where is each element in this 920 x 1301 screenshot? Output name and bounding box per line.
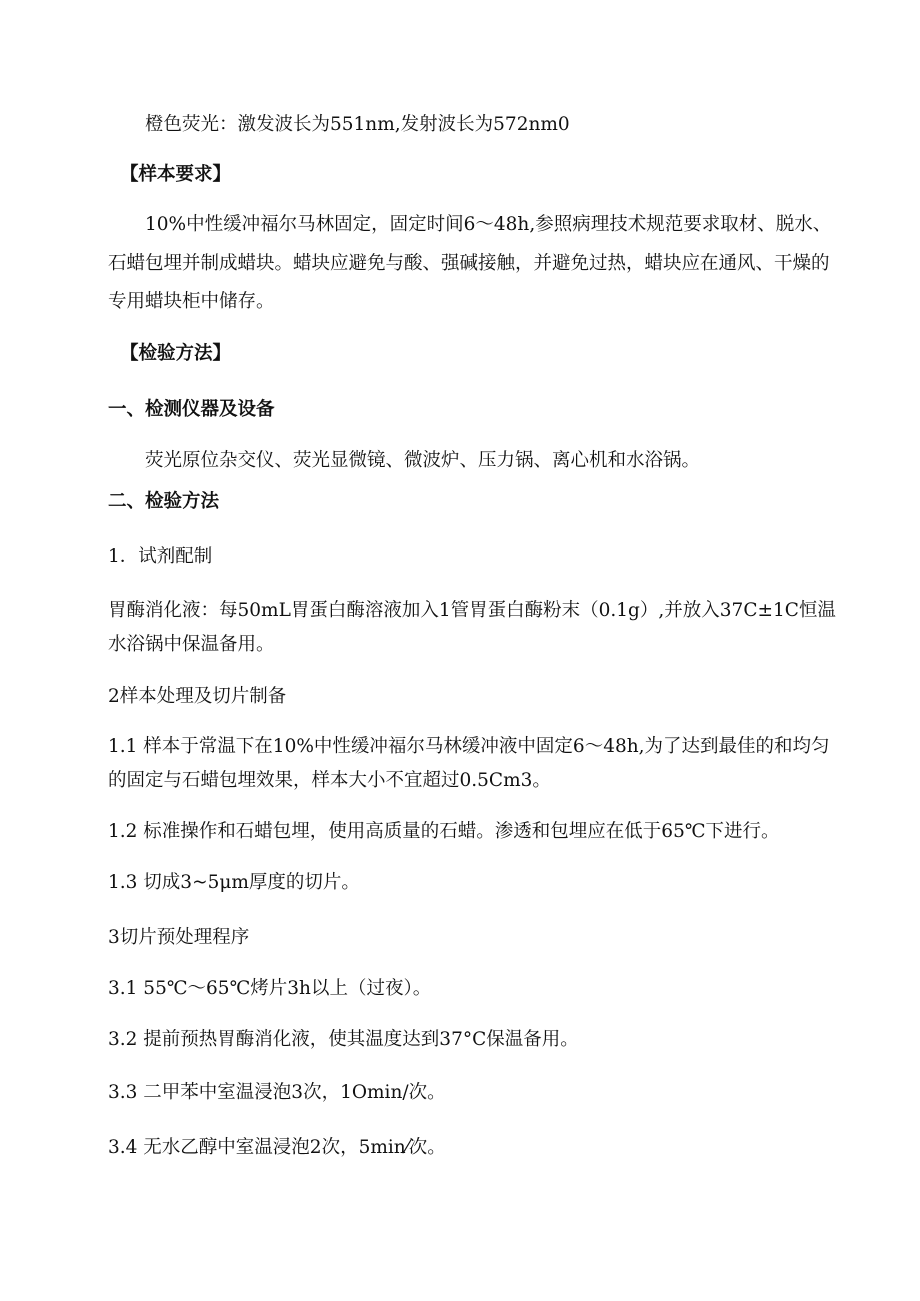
substep-3-3: 3.3 二甲苯中室温浸泡3次，1Omin/次。 <box>108 1082 446 1103</box>
substep-3-4: 3.4 无水乙醇中室温浸泡2次，5min⁄次。 <box>108 1137 446 1158</box>
substep-1-1-line-2: 的固定与石蜡包埋效果，样本大小不宜超过0.5Cm3。 <box>108 770 551 791</box>
step-reagent-prep: 1．试剂配制 <box>108 546 213 567</box>
section-sample-requirements: 【样本要求】 <box>120 164 232 185</box>
pepsin-line-1: 胃酶消化液：每50mL胃蛋白酶溶液加入1管胃蛋白酶粉末（0.1g）,并放入37C±1C恒温 <box>108 600 836 621</box>
step-slide-pretreatment: 3切片预处理程序 <box>108 927 250 948</box>
instruments-list: 荧光原位杂交仪、荧光显微镜、微波炉、压力锅、离心机和水浴锅。 <box>145 450 701 471</box>
sample-req-line-2: 石蜡包埋并制成蜡块。蜡块应避免与酸、强碱接触，并避免过热，蜡块应在通风、干燥的 <box>108 253 830 274</box>
fluor-orange-line: 橙色荧光：激发波长为551nm,发射波长为572nm0 <box>145 114 570 135</box>
substep-3-1: 3.1 55℃～65℃烤片3h以上（过夜）。 <box>108 978 432 999</box>
step-sample-processing: 2样本处理及切片制备 <box>108 686 287 707</box>
heading-instruments: 一、检测仪器及设备 <box>108 399 275 420</box>
pepsin-line-2: 水浴锅中保温备用。 <box>108 634 275 655</box>
section-test-method: 【检验方法】 <box>120 343 232 364</box>
substep-3-2: 3.2 提前预热胃酶消化液，使其温度达到37°C保温备用。 <box>108 1029 579 1050</box>
substep-1-2: 1.2 标准操作和石蜡包埋，使用高质量的石蜡。渗透和包埋应在低于65℃下进行。 <box>108 821 780 842</box>
substep-1-3: 1.3 切成3~5μm厚度的切片。 <box>108 872 360 893</box>
sample-req-line-1: 10%中性缓冲福尔马林固定，固定时间6～48h,参照病理技术规范要求取材、脱水、 <box>145 214 832 235</box>
substep-1-1-line-1: 1.1 样本于常温下在10%中性缓冲福尔马林缓冲液中固定6～48h,为了达到最佳的和均匀 <box>108 736 830 757</box>
sample-req-line-3: 专用蜡块柜中储存。 <box>108 291 275 312</box>
heading-test-method: 二、检验方法 <box>108 491 220 512</box>
